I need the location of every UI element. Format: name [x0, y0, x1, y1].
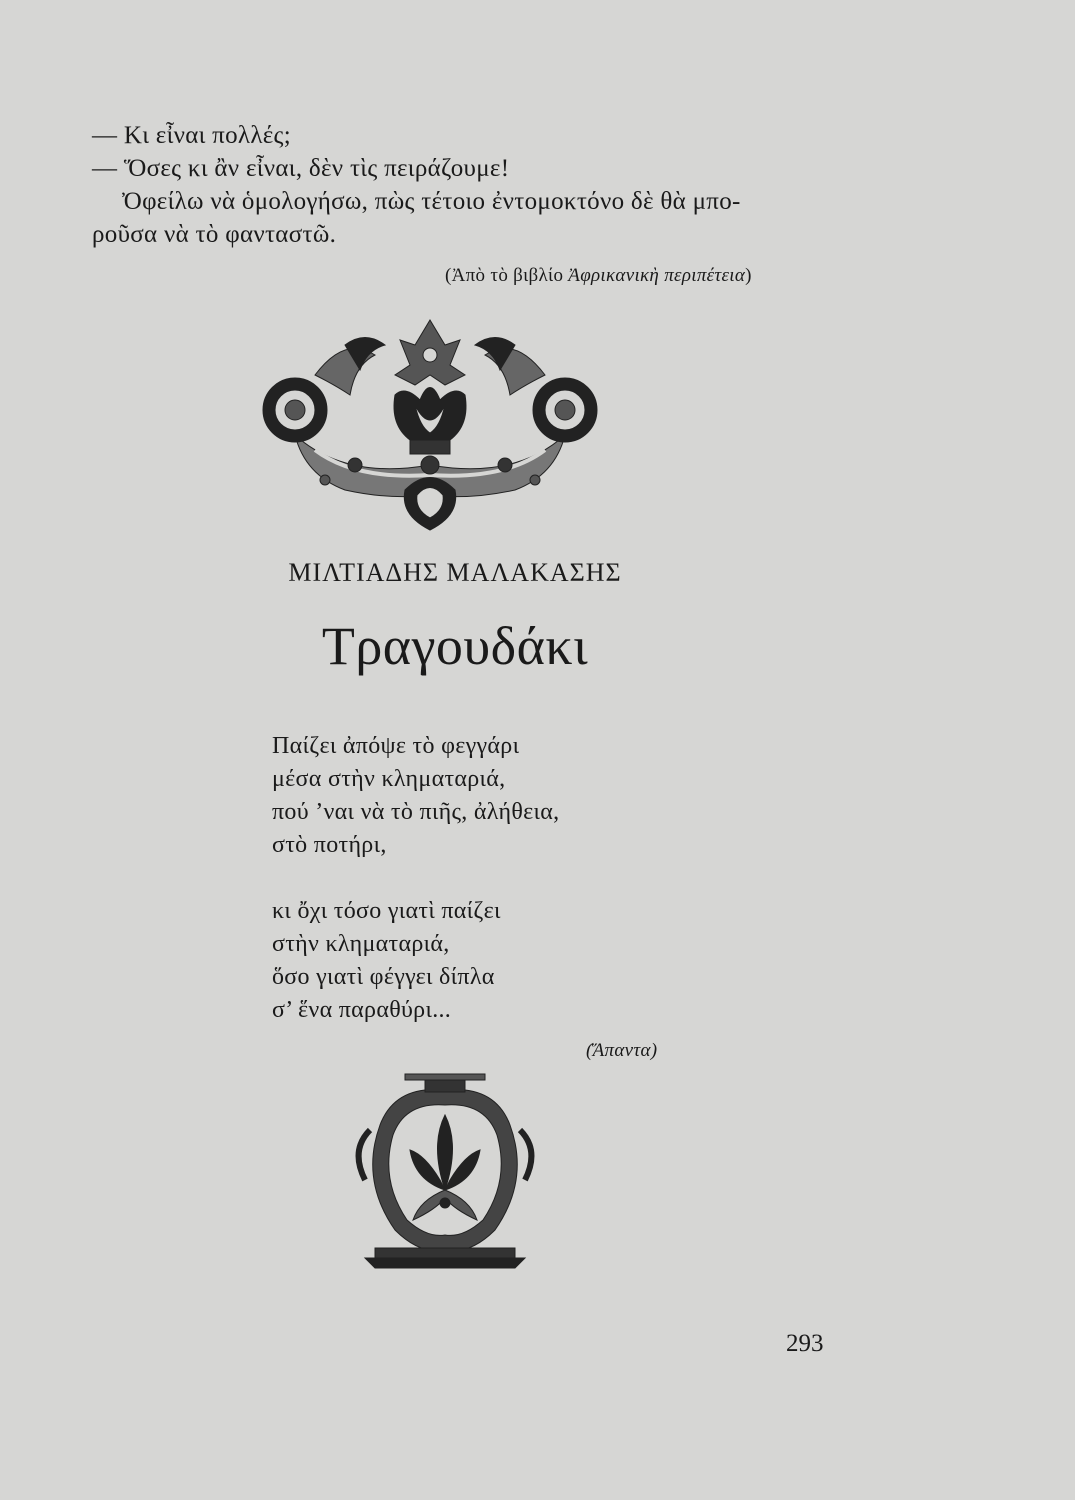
prose-line-2: ροῦσα νὰ τὸ φανταστῶ. — [92, 221, 337, 248]
verse-line: στὴν κληματαριά, — [272, 931, 450, 957]
page-number: 293 — [786, 1330, 824, 1357]
floral-ornament-icon — [255, 315, 605, 535]
poem-title: Τραγουδάκι — [321, 616, 589, 676]
poem-author: ΜΙΛΤΙΑΔΗΣ ΜΑΛΑΚΑΣΗΣ — [288, 558, 622, 587]
verse-line: πού ’ναι νὰ τὸ πιῆς, ἀλήθεια, — [272, 799, 560, 825]
dialogue-line-1: — Κι εἶναι πολλές; — [92, 122, 291, 149]
source-prefix: (Ἀπὸ τὸ βιβλίο — [445, 265, 569, 286]
source-book-title: Ἀφρικανικὴ περιπέτεια — [568, 265, 746, 286]
verse-line: Παίζει ἀπόψε τὸ φεγγάρι — [272, 733, 520, 759]
verse-line: μέσα στὴν κληματαριά, — [272, 766, 506, 792]
verse-line: σ’ ἕνα παραθύρι... — [272, 997, 452, 1023]
source-suffix: ) — [745, 265, 752, 286]
verse-line: στὸ ποτήρι, — [272, 832, 387, 858]
prose-line-1: Ὀφείλω νὰ ὁμολογήσω, πὼς τέτοιο ἐντομοκτόνο δὲ θὰ μπο- — [122, 188, 741, 215]
fleur-de-lis-ornament-icon — [345, 1070, 545, 1270]
dialogue-line-2: — Ὅσες κι ἂν εἶναι, δὲν τὶς πειράζουμε! — [92, 155, 510, 182]
verse-line: κι ὄχι τόσο γιατὶ παίζει — [272, 898, 501, 924]
source-citation — [445, 265, 752, 287]
poem-source: (Ἅπαντα) — [586, 1040, 658, 1061]
verse-line: ὅσο γιατὶ φέγγει δίπλα — [272, 964, 495, 990]
